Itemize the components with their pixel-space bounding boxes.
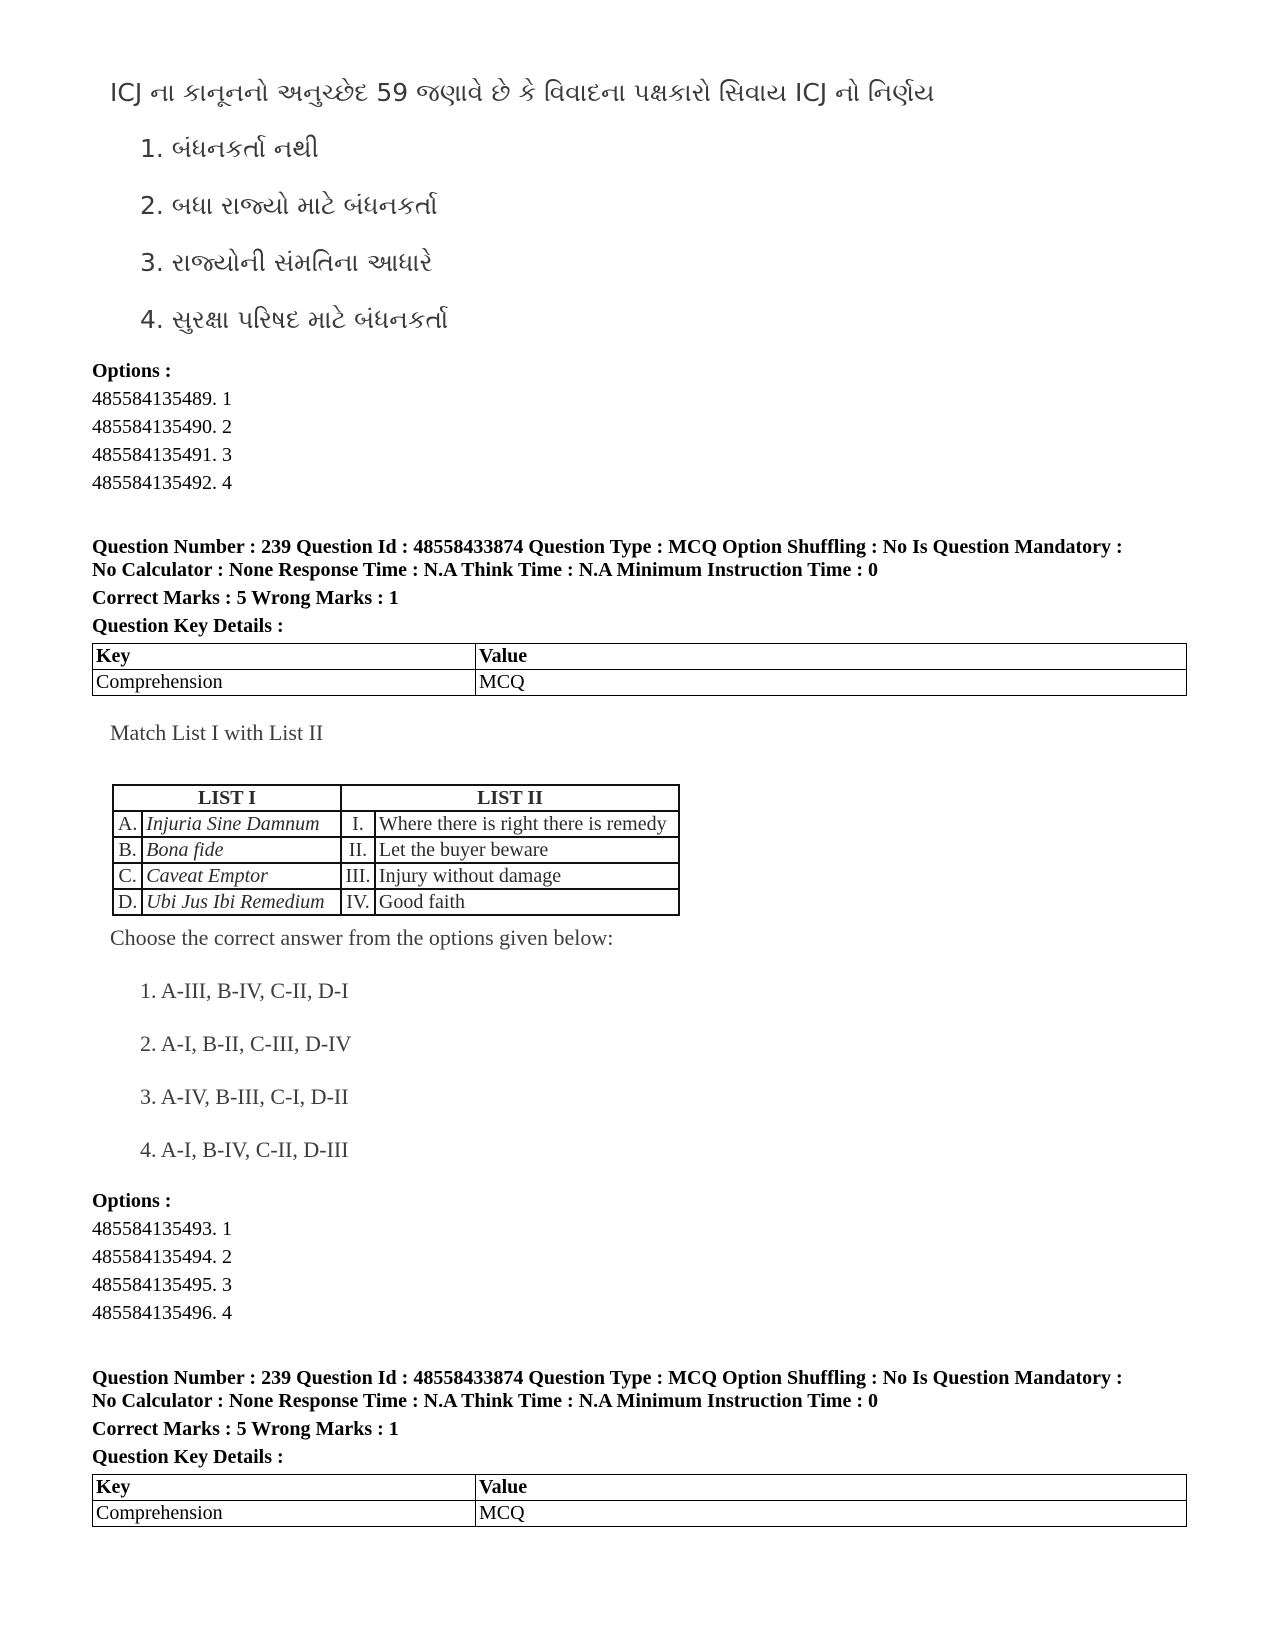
table-row xyxy=(113,889,679,915)
key-details-label: Question Key Details : xyxy=(92,1446,284,1468)
match-letter: C. xyxy=(113,863,142,889)
option-item: 485584135495. 3 xyxy=(92,1274,232,1296)
match-term: Injuria Sine Damnum xyxy=(142,811,341,837)
match-meaning: Injury without damage xyxy=(375,863,679,889)
option-item: 485584135494. 2 xyxy=(92,1246,232,1268)
match-numeral: III. xyxy=(341,863,375,889)
match-term: Ubi Jus Ibi Remedium xyxy=(142,889,341,915)
match-term: Bona fide xyxy=(142,837,341,863)
match-letter: D. xyxy=(113,889,142,915)
match-letter: A. xyxy=(113,811,142,837)
question-marks: Correct Marks : 5 Wrong Marks : 1 xyxy=(92,587,399,609)
choose-instruction: Choose the correct answer from the options given below: xyxy=(110,925,614,950)
match-letter: B. xyxy=(113,837,142,863)
table-header-key: Key xyxy=(93,644,476,670)
match-instruction: Match List I with List II xyxy=(110,720,324,745)
answer-choice-1: 1. A-III, B-IV, C-II, D-I xyxy=(140,978,349,1003)
table-row xyxy=(113,811,679,837)
gujarati-choice-3: 3. રાજ્યોની સંમતિના આધારે xyxy=(140,248,433,277)
match-meaning: Good faith xyxy=(375,889,679,915)
question-meta-line: Question Number : 239 Question Id : 48558433874 Question Type : MCQ Option Shuffling : No Is Question Mandatory : xyxy=(92,536,1123,558)
option-item: 485584135492. 4 xyxy=(92,472,232,494)
gujarati-choice-1: 1. બંધનકર્તા નથી xyxy=(140,134,319,163)
gujarati-question-text: ICJ ના કાનૂનનો અનુચ્છેદ 59 જણાવે છે કે વિવાદના પક્ષકારો સિવાય ICJ નો નિર્ણય xyxy=(110,78,935,107)
table-header-value: Value xyxy=(476,1475,1187,1501)
options-label: Options : xyxy=(92,1190,172,1212)
table-cell-value: MCQ xyxy=(476,670,1187,696)
answer-choice-2: 2. A-I, B-II, C-III, D-IV xyxy=(140,1031,352,1056)
option-item: 485584135491. 3 xyxy=(92,444,232,466)
options-label: Options : xyxy=(92,360,172,382)
gujarati-choice-2: 2. બધા રાજ્યો માટે બંધનકર્તા xyxy=(140,191,438,220)
match-numeral: IV. xyxy=(341,889,375,915)
key-details-table xyxy=(92,1474,1187,1527)
match-header-list-1: LIST I xyxy=(113,785,341,811)
match-term: Caveat Emptor xyxy=(142,863,341,889)
option-item: 485584135490. 2 xyxy=(92,416,232,438)
match-numeral: II. xyxy=(341,837,375,863)
option-item: 485584135496. 4 xyxy=(92,1302,232,1324)
key-details-table xyxy=(92,643,1187,696)
option-item: 485584135493. 1 xyxy=(92,1218,232,1240)
option-item: 485584135489. 1 xyxy=(92,388,232,410)
match-meaning: Where there is right there is remedy xyxy=(375,811,679,837)
match-meaning: Let the buyer beware xyxy=(375,837,679,863)
table-row xyxy=(113,863,679,889)
question-marks: Correct Marks : 5 Wrong Marks : 1 xyxy=(92,1418,399,1440)
match-numeral: I. xyxy=(341,811,375,837)
match-list-table xyxy=(112,784,680,916)
answer-choice-3: 3. A-IV, B-III, C-I, D-II xyxy=(140,1084,349,1109)
match-header-list-2: LIST II xyxy=(341,785,679,811)
table-cell-key: Comprehension xyxy=(93,670,476,696)
key-details-label: Question Key Details : xyxy=(92,615,284,637)
gujarati-choice-4: 4. સુરક્ષા પરિષદ માટે બંધનકર્તા xyxy=(140,305,449,334)
table-row xyxy=(113,837,679,863)
table-cell-value: MCQ xyxy=(476,1501,1187,1527)
question-meta-line: No Calculator : None Response Time : N.A Think Time : N.A Minimum Instruction Time : 0 xyxy=(92,559,878,581)
answer-choice-4: 4. A-I, B-IV, C-II, D-III xyxy=(140,1137,349,1162)
question-meta-line: Question Number : 239 Question Id : 48558433874 Question Type : MCQ Option Shuffling : No Is Question Mandatory : xyxy=(92,1367,1123,1389)
table-cell-key: Comprehension xyxy=(93,1501,476,1527)
question-meta-line: No Calculator : None Response Time : N.A Think Time : N.A Minimum Instruction Time : 0 xyxy=(92,1390,878,1412)
table-header-key: Key xyxy=(93,1475,476,1501)
table-header-value: Value xyxy=(476,644,1187,670)
